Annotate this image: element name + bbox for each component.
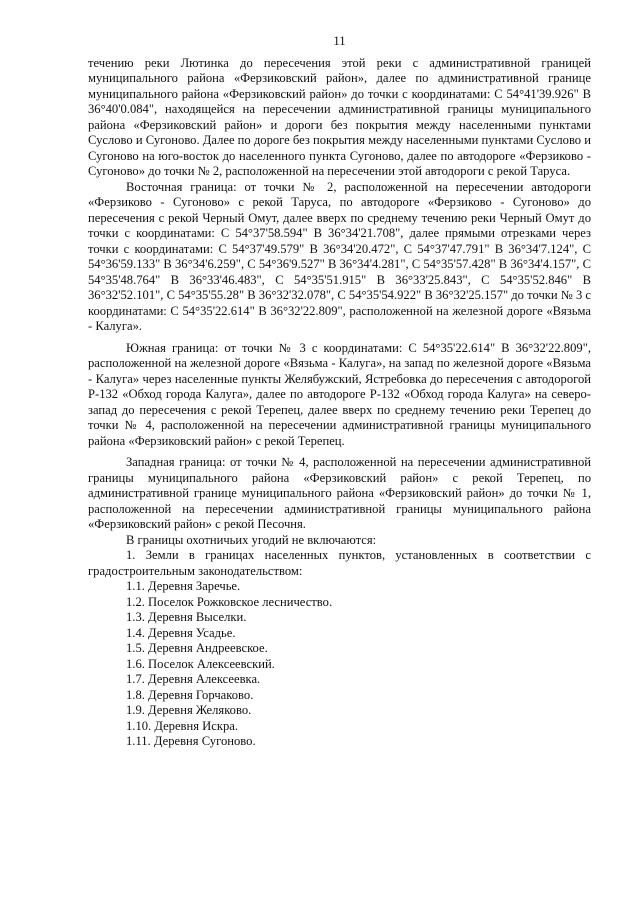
- east-boundary-paragraph: Восточная граница: от точки № 2, расположенной на пересечении автодороги «Ферзиково - Сугоново» с рекой Таруса, по автодороге «Ферзиково - Сугоново» до пересечения с рекой Черный Омут, далее вверх по среднему течению реки Черный Омут до точки с координатами: С 54°37'58.594" В 36°34'21.708", далее прямыми отрезками через точки с координатами: С 54°37'49.579" В 36°34'20.472", С 54°37'47.791" В 36°34'7.124", С 54°36'59.133" В 36°34'6.259", С 54°36'9.527" В 36°34'4.281", С 54°35'57.428" В 36°34'4.157", С 54°35'48.764" В 36°33'46.483", С 54°35'51.915" В 36°33'25.843", С 54°35'52.846" В 36°32'52.101", С 54°35'55.28" В 36°32'32.078", С 54°35'54.922" В 36°32'25.157" до точки № 3 с координатами: С 54°35'22.614" В 36°32'22.809", расположенной на железной дороге «Вязьма - Калуга».: [88, 179, 591, 333]
- west-boundary-paragraph: Западная граница: от точки № 4, расположенной на пересечении административной границы муниципального района «Ферзиковский район» с рекой Терепец, по административной границе муниципального района «Ферзиковский район» до точки № 1, расположенной на пересечении административной границы муниципального района «Ферзиковский район» с рекой Песочня.: [88, 455, 591, 531]
- village-item: 1.2. Поселок Рожковское лесничество.: [126, 594, 333, 609]
- village-item: 1.10. Деревня Искра.: [126, 718, 239, 733]
- village-list: [88, 579, 591, 750]
- village-item: 1.3. Деревня Выселки.: [126, 610, 247, 624]
- village-item: 1.1. Деревня Заречье.: [126, 579, 241, 593]
- page-number: 11: [333, 34, 346, 48]
- south-boundary-paragraph: Южная граница: от точки № 3 с координатами: С 54°35'22.614" В 36°32'22.809", расположенной на железной дороге «Вязьма - Калуга», на запад по железной дороге «Вязьма - Калуга» через населенные пункты Желябужский, Ястребовка до пересечения с автодорогой Р-132 «Обход города Калуга», далее по автодороге Р-132 «Обход города Калуга» на северо-запад до пересечения с рекой Терепец, далее вверх по среднему течению реки Терепец до точки № 4, расположенной на пересечении административной границы муниципального района «Ферзиковский район» с рекой Терепец.: [88, 340, 591, 448]
- exclusions-item-1: 1. Земли в границах населенных пунктов, установленных в соответствии с градостроительным законодательством:: [88, 548, 591, 578]
- village-item: 1.6. Поселок Алексеевский.: [126, 656, 275, 671]
- exclusions-intro: В границы охотничьих угодий не включаются:: [126, 532, 377, 547]
- village-item: 1.7. Деревня Алексеевка.: [126, 672, 261, 686]
- village-item: 1.8. Деревня Горчаково.: [126, 687, 254, 702]
- village-item: 1.5. Деревня Андреевское.: [126, 641, 268, 655]
- village-item: 1.4. Деревня Усадье.: [126, 625, 236, 640]
- north-boundary-continuation: течению реки Лютинка до пересечения этой реки с административной границей муниципального района «Ферзиковский район», далее по административной границе муниципального района «Ферзиковский район» до точки с координатами: С 54°41'39.926" В 36°40'0.084", находящейся на пересечении административной границы муниципального района «Ферзиковский район» и дороги без покрытия между населенными пунктами Суслово и Сугоново. Далее по дороге без покрытия между населенными пунктами Суслово и Сугоново на юго-восток до населенного пункта Сугоново, далее по автодороге «Ферзиково - Сугоново» до точки № 2, расположенной на пересечении этой автодороги с рекой Таруса.: [88, 55, 591, 178]
- village-item: 1.11. Деревня Сугоново.: [126, 734, 256, 748]
- village-item: 1.9. Деревня Желяково.: [126, 703, 252, 717]
